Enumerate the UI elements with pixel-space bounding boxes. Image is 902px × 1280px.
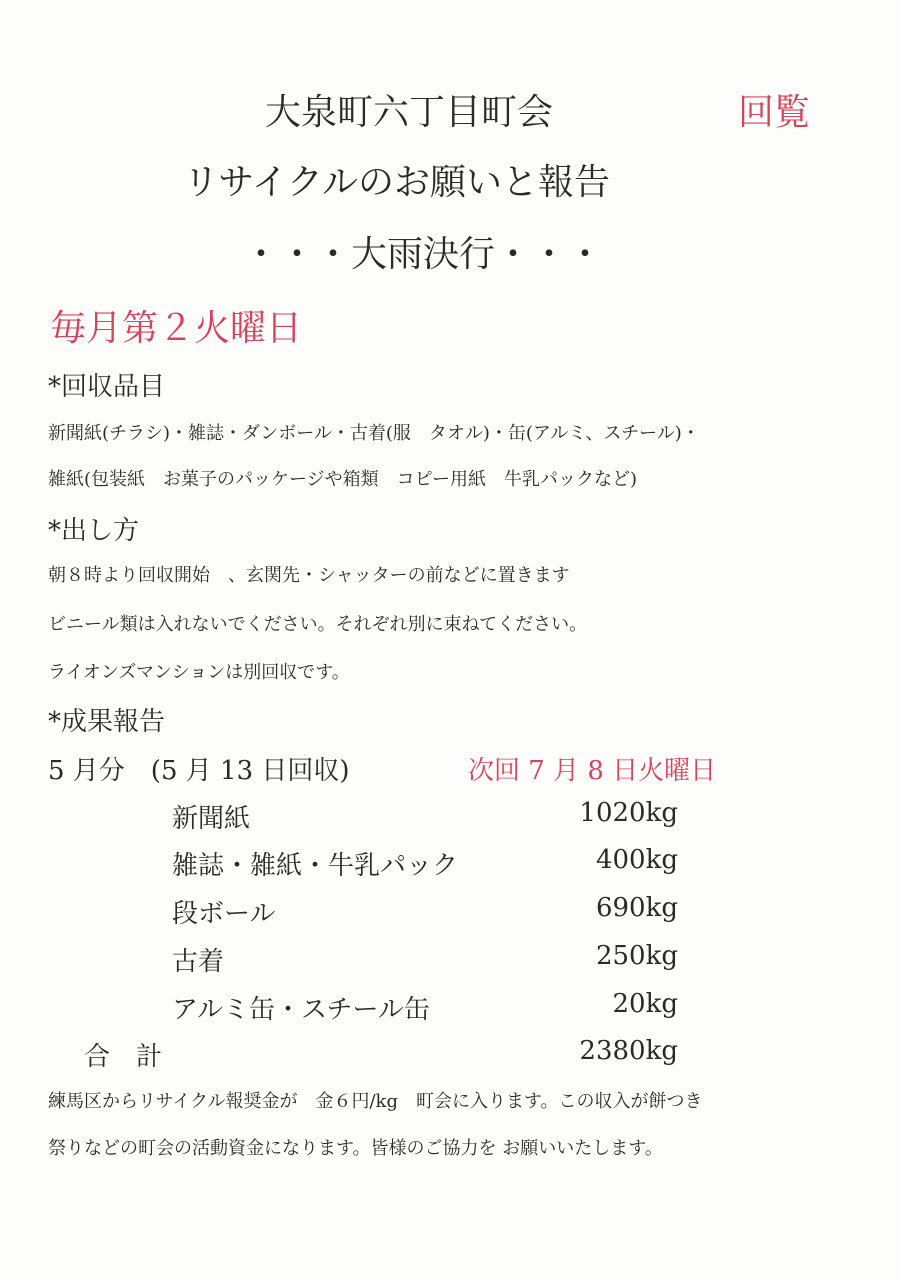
report-row-amount: 250kg bbox=[595, 941, 678, 971]
footer-line-2: 祭りなどの町会の活動資金になります。皆様のご協力を お願いいたします。 bbox=[48, 1138, 663, 1159]
report-row-amount: 400kg bbox=[595, 845, 678, 875]
report-row-label: アルミ缶・スチール缶 bbox=[172, 995, 430, 1025]
items-line-2: 雑紙(包装紙 お菓子のパッケージや箱類 コピー用紙 牛乳パックなど) bbox=[48, 469, 637, 490]
circulation-stamp: 回覧 bbox=[738, 92, 811, 133]
page-subtitle: ・・・大雨決行・・・ bbox=[243, 234, 604, 275]
report-row-label: 古着 bbox=[172, 947, 225, 977]
next-collection-date: 次回 7 月 8 日火曜日 bbox=[468, 756, 717, 786]
method-line-3: ライオンズマンションは別回収です。 bbox=[48, 662, 350, 683]
org-name: 大泉町六丁目町会 bbox=[265, 92, 554, 133]
report-period: 5 月分 (5 月 13 日回収) bbox=[48, 756, 350, 786]
report-row-label: 新聞紙 bbox=[172, 804, 251, 834]
total-amount: 2380kg bbox=[579, 1036, 678, 1066]
total-label: 合 計 bbox=[84, 1042, 163, 1072]
report-row-amount: 20kg bbox=[612, 989, 678, 1019]
items-line-1: 新聞紙(チラシ)・雑誌・ダンボール・古着(服 タオル)・缶(アルミ、スチール)・ bbox=[48, 423, 700, 444]
report-row-label: 段ボール bbox=[172, 899, 276, 929]
footer-line-1: 練馬区からリサイクル報奨金が 金６円/kg 町会に入ります。この収入が餅つき bbox=[48, 1091, 703, 1112]
method-line-1: 朝８時より回収開始 、玄関先・シャッターの前などに置きます bbox=[48, 565, 570, 586]
report-heading: *成果報告 bbox=[48, 707, 166, 737]
report-row-amount: 690kg bbox=[595, 893, 678, 923]
report-row-label: 雑誌・雑紙・牛乳パック bbox=[172, 851, 459, 881]
report-row-amount: 1020kg bbox=[579, 798, 678, 828]
page-title: リサイクルのお願いと報告 bbox=[183, 162, 610, 203]
method-heading: *出し方 bbox=[48, 516, 140, 546]
schedule-text: 毎月第２火曜日 bbox=[50, 308, 303, 349]
method-line-2: ビニール類は入れないでください。それぞれ別に束ねてください。 bbox=[48, 614, 588, 635]
items-heading: *回収品目 bbox=[48, 372, 166, 402]
